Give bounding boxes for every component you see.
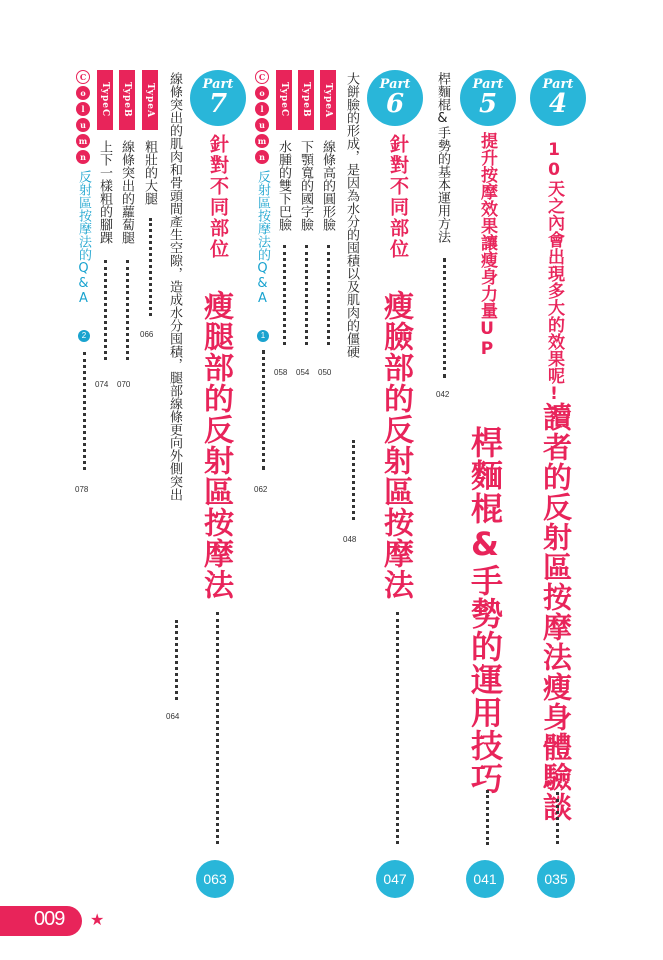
part6-intro-page: 048: [343, 535, 357, 544]
part5-badge: [460, 70, 516, 126]
part7-typeB-page: 070: [117, 380, 131, 389]
part7-typeB-text[interactable]: 線條突出的蘿蔔腿: [119, 140, 134, 244]
part5-leader-dots: [486, 790, 489, 845]
part7-column-text[interactable]: 反射區按摩法的Q&A: [76, 170, 91, 306]
part7-typeA-tag: TypeA: [142, 70, 158, 130]
part6-leader-dots: [396, 612, 399, 844]
part6-page[interactable]: 047: [376, 860, 414, 898]
part6-badge: [367, 70, 423, 126]
part6-title: 瘦臉部的反射區按摩法: [378, 290, 413, 600]
part6-typeB-page: 054: [296, 368, 310, 377]
part6-typeB-tag: TypeB: [298, 70, 314, 130]
part7-typeA-page: 066: [140, 330, 154, 339]
part6-column-tag: [255, 70, 271, 166]
part6-intro-dots: [352, 440, 355, 520]
part7-leader-dots: [216, 612, 219, 844]
part7-typeC-dots: [104, 260, 107, 360]
column-letter: m: [255, 134, 269, 148]
part7-column-page: 078: [75, 485, 89, 494]
part5-item-page: 042: [436, 390, 450, 399]
column-letter: o: [76, 86, 90, 100]
part4-subtitle: 10天之內會出現多大的效果呢!?: [544, 140, 564, 424]
part4-badge: [530, 70, 586, 126]
column-letter: u: [255, 118, 269, 132]
part5-title: 桿麵棍&手勢的運用技巧: [466, 426, 504, 795]
part-number: 7: [208, 89, 228, 119]
part6-typeB-dots: [305, 245, 308, 345]
part5-item-text[interactable]: 桿麵棍&手勢的基本運用方法: [435, 72, 450, 243]
page-number: 009: [34, 908, 65, 930]
part6-typeC-text[interactable]: 水腫的雙下巴臉: [276, 140, 291, 231]
part6-typeA-tag: TypeA: [320, 70, 336, 130]
part7-subtitle: 針對不同部位: [207, 134, 229, 260]
part7-typeC-text[interactable]: 上下一樣粗的腳踝: [97, 140, 112, 244]
column-letter: n: [76, 150, 90, 164]
star-icon: ★: [90, 910, 105, 929]
column-letter: l: [76, 102, 90, 116]
part-number: 4: [548, 89, 568, 119]
part7-column-tag: [76, 70, 92, 166]
part6-column-page: 062: [254, 485, 268, 494]
part6-column-num: 1: [257, 330, 269, 342]
part7-typeB-dots: [126, 260, 129, 360]
part5-subtitle: 提升按摩效果讓瘦身力量UP: [477, 132, 497, 359]
part6-typeC-dots: [283, 245, 286, 345]
part6-typeA-dots: [327, 245, 330, 345]
column-letter: m: [76, 134, 90, 148]
part7-column-num: 2: [78, 330, 90, 342]
part7-intro-text[interactable]: 線條突出的肌肉和骨頭間產生空隙，造成水分囤積，腿部線條更向外側突出: [167, 72, 182, 501]
part6-typeA-page: 050: [318, 368, 332, 377]
part7-typeA-dots: [149, 218, 152, 316]
part-word: Part: [542, 77, 574, 92]
part7-badge: [190, 70, 246, 126]
column-letter: l: [255, 102, 269, 116]
part-word: Part: [202, 77, 234, 92]
part6-column-text[interactable]: 反射區按摩法的Q&A: [255, 170, 270, 306]
part-word: Part: [472, 77, 504, 92]
part-number: 6: [385, 89, 405, 119]
part7-intro-page: 064: [166, 712, 180, 721]
column-letter: u: [76, 118, 90, 132]
part6-subtitle: 針對不同部位: [387, 134, 409, 260]
part7-typeA-text[interactable]: 粗壯的大腿: [142, 140, 157, 205]
part7-page[interactable]: 063: [196, 860, 234, 898]
part5-item-dots: [443, 258, 446, 378]
part4-leader-dots: [556, 792, 559, 844]
part6-typeA-text[interactable]: 線條高的圓形臉: [320, 140, 335, 231]
part7-column-dots: [83, 352, 86, 470]
part6-typeC-tag: TypeC: [276, 70, 292, 130]
part7-typeC-tag: TypeC: [97, 70, 113, 130]
part-number: 5: [478, 89, 498, 119]
part4-title: 讀者的反射區按摩法瘦身體驗談: [539, 402, 573, 822]
part7-intro-dots: [175, 620, 178, 700]
part-word: Part: [379, 77, 411, 92]
part7-title: 瘦腿部的反射區按摩法: [198, 290, 233, 600]
part5-page[interactable]: 041: [466, 860, 504, 898]
column-letter: C: [255, 70, 269, 84]
column-letter: o: [255, 86, 269, 100]
part6-column-dots: [262, 350, 265, 470]
part7-typeB-tag: TypeB: [119, 70, 135, 130]
column-letter: n: [255, 150, 269, 164]
part7-typeC-page: 074: [95, 380, 109, 389]
part6-typeC-page: 058: [274, 368, 288, 377]
column-letter: C: [76, 70, 90, 84]
part6-intro-text[interactable]: 大餅臉的形成，是因為水分的囤積以及肌肉的僵硬: [344, 72, 359, 358]
part6-typeB-text[interactable]: 下顎寬的國字臉: [298, 140, 313, 231]
part4-page[interactable]: 035: [537, 860, 575, 898]
